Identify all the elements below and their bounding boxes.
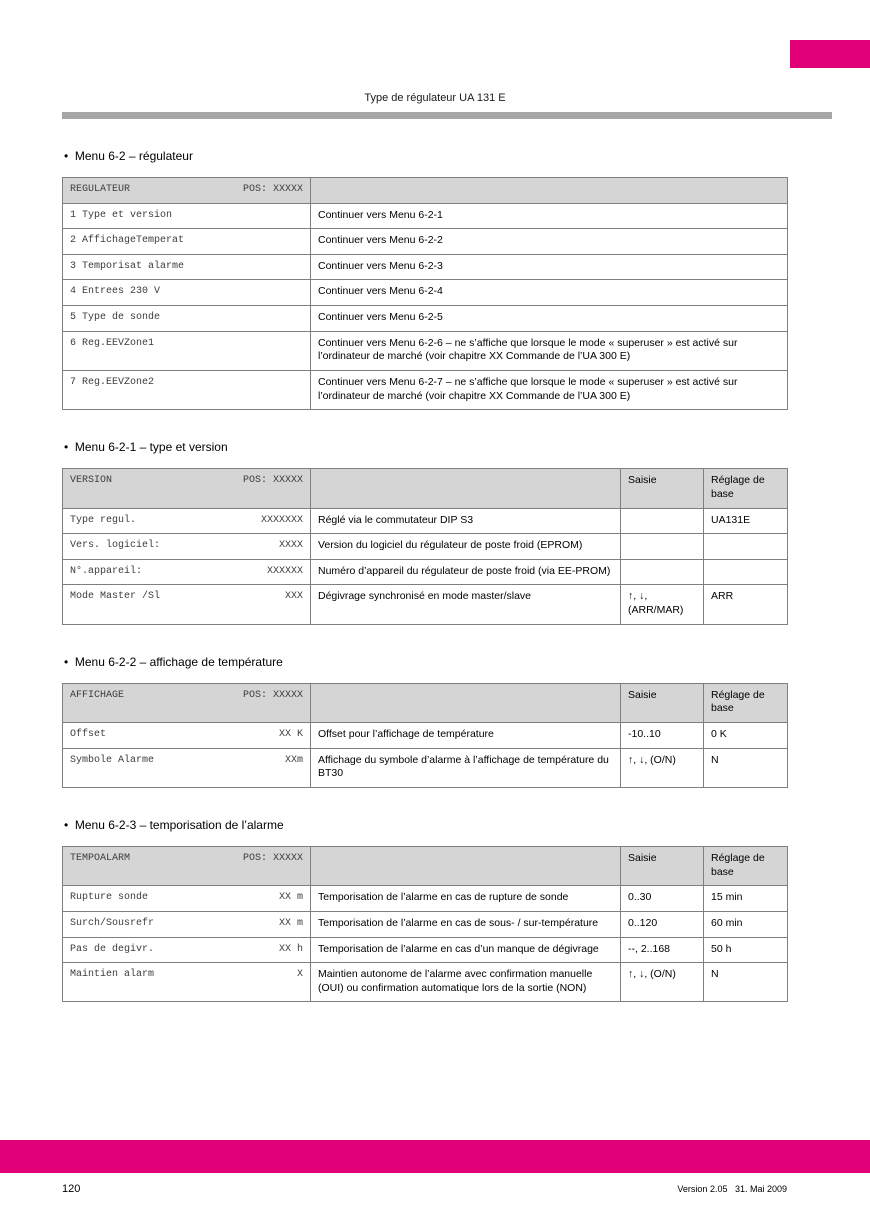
label-text: Pas de degivr. — [70, 943, 155, 955]
table-pos: POS: XXXXX — [242, 689, 303, 701]
table-header-spacer — [311, 469, 621, 508]
cell-label — [63, 911, 311, 937]
cell-desc: Continuer vers Menu 6-2-1 — [311, 203, 788, 229]
section-title-menu-6-2-2: • Menu 6-2-2 – affichage de température — [64, 655, 870, 669]
cell-reglage — [704, 559, 788, 585]
label-text: Symbole Alarme — [70, 754, 155, 766]
table-row — [63, 306, 788, 332]
value-text: XXXX — [278, 540, 303, 552]
cell-reglage: 0 K — [704, 723, 788, 749]
col-header-saisie: Saisie — [621, 683, 704, 722]
value-text: XXm — [284, 754, 303, 766]
table-row — [63, 254, 788, 280]
cell-saisie: 0..120 — [621, 911, 704, 937]
table-header-row — [63, 178, 788, 204]
page-footer — [62, 1183, 787, 1195]
table-title-cell — [63, 846, 311, 885]
header-title: Type de régulateur UA 131 E — [364, 92, 506, 104]
table-header-spacer — [311, 178, 788, 204]
table-title-cell — [63, 469, 311, 508]
cell-label: 5 Type de sonde — [63, 306, 311, 332]
cell-reglage: 15 min — [704, 886, 788, 912]
table-row — [63, 370, 788, 409]
cell-label — [63, 937, 311, 963]
label-text: Mode Master /Sl — [70, 591, 161, 603]
cell-label: 7 Reg.EEVZone2 — [63, 370, 311, 409]
cell-saisie — [621, 508, 704, 534]
cell-desc: Temporisation de l’alarme en cas d’un manque de dégivrage — [311, 937, 621, 963]
page-number: 120 — [62, 1183, 81, 1195]
cell-label: 6 Reg.EEVZone1 — [63, 331, 311, 370]
table-row — [63, 331, 788, 370]
cell-label: 1 Type et version — [63, 203, 311, 229]
cell-reglage: ARR — [704, 585, 788, 624]
value-text: XX m — [278, 892, 303, 904]
value-text: XXXXXXX — [260, 514, 303, 526]
cell-saisie: ↑, ↓, (ARR/MAR) — [621, 585, 704, 624]
cell-reglage — [704, 534, 788, 560]
cell-label — [63, 508, 311, 534]
table-name: AFFICHAGE — [70, 689, 125, 701]
table-regulateur — [62, 177, 788, 410]
value-text: XX K — [278, 729, 303, 741]
cell-desc: Continuer vers Menu 6-2-5 — [311, 306, 788, 332]
cell-saisie: --, 2..168 — [621, 937, 704, 963]
table-pos: POS: XXXXX — [242, 184, 303, 195]
table-row — [63, 559, 788, 585]
table-row — [63, 723, 788, 749]
table-name: TEMPOALARM — [70, 852, 131, 864]
cell-reglage: 50 h — [704, 937, 788, 963]
cell-desc: Offset pour l’affichage de température — [311, 723, 621, 749]
cell-reglage: N — [704, 748, 788, 787]
table-header-row — [63, 469, 788, 508]
cell-saisie: -10..10 — [621, 723, 704, 749]
cell-desc: Affichage du symbole d’alarme à l’affichage de température du BT30 — [311, 748, 621, 787]
table-row — [63, 963, 788, 1002]
cell-desc: Continuer vers Menu 6-2-7 – ne s’affiche que lorsque le mode « superuser » est activé sur l’ordinateur de marché (voir chapitre XX Commande de l’UA 300 E) — [311, 370, 788, 409]
label-text: Surch/Sousrefr — [70, 917, 155, 929]
label-text: Maintien alarm — [70, 969, 155, 981]
section-title-menu-6-2-3: • Menu 6-2-3 – temporisation de l’alarme — [64, 818, 870, 832]
col-header-reglage: Réglage de base — [704, 846, 788, 885]
table-row — [63, 508, 788, 534]
col-header-reglage: Réglage de base — [704, 683, 788, 722]
table-row — [63, 585, 788, 624]
table-name: REGULATEUR — [70, 184, 131, 195]
col-header-saisie: Saisie — [621, 846, 704, 885]
cell-desc: Continuer vers Menu 6-2-4 — [311, 280, 788, 306]
cell-desc: Temporisation de l’alarme en cas de rupture de sonde — [311, 886, 621, 912]
table-affichage — [62, 683, 788, 788]
table-row — [63, 937, 788, 963]
label-text: Vers. logiciel: — [70, 540, 161, 552]
cell-saisie — [621, 559, 704, 585]
cell-label — [63, 585, 311, 624]
col-header-reglage: Réglage de base — [704, 469, 788, 508]
cell-desc: Dégivrage synchronisé en mode master/slave — [311, 585, 621, 624]
cell-desc: Maintien autonome de l’alarme avec confirmation manuelle (OUI) ou confirmation automatique lors de la sortie (NON) — [311, 963, 621, 1002]
label-text: Offset — [70, 729, 107, 741]
cell-desc: Continuer vers Menu 6-2-2 — [311, 229, 788, 255]
value-text: X — [296, 969, 303, 981]
cell-label — [63, 748, 311, 787]
value-text: XXXXXX — [266, 565, 303, 577]
table-row — [63, 886, 788, 912]
cell-label — [63, 559, 311, 585]
cell-label — [63, 534, 311, 560]
cell-saisie: 0..30 — [621, 886, 704, 912]
cell-desc: Continuer vers Menu 6-2-6 – ne s’affiche que lorsque le mode « superuser » est activé sur l’ordinateur de marché (voir chapitre XX Commande de l’UA 300 E) — [311, 331, 788, 370]
table-title-cell — [63, 683, 311, 722]
label-text: Type regul. — [70, 514, 137, 526]
table-header-row — [63, 846, 788, 885]
table-pos: POS: XXXXX — [242, 852, 303, 864]
footer-accent-bar — [0, 1140, 870, 1173]
cell-desc: Version du logiciel du régulateur de poste froid (EPROM) — [311, 534, 621, 560]
cell-label — [63, 886, 311, 912]
value-text: XX m — [278, 917, 303, 929]
cell-saisie: ↑, ↓, (O/N) — [621, 963, 704, 1002]
table-row — [63, 534, 788, 560]
table-tempoalarm — [62, 846, 788, 1002]
table-row — [63, 203, 788, 229]
value-text: XXX — [284, 591, 303, 603]
cell-saisie — [621, 534, 704, 560]
cell-saisie: ↑, ↓, (O/N) — [621, 748, 704, 787]
value-text: XX h — [278, 943, 303, 955]
table-header-row — [63, 683, 788, 722]
table-row — [63, 280, 788, 306]
header-rule — [62, 112, 832, 119]
label-text: N°.appareil: — [70, 565, 143, 577]
table-row — [63, 911, 788, 937]
section-title-menu-6-2-1: • Menu 6-2-1 – type et version — [64, 440, 870, 454]
table-row — [63, 229, 788, 255]
cell-desc: Réglé via le commutateur DIP S3 — [311, 508, 621, 534]
table-row — [63, 748, 788, 787]
cell-label: 3 Temporisat alarme — [63, 254, 311, 280]
col-header-saisie: Saisie — [621, 469, 704, 508]
table-title-cell — [63, 178, 311, 204]
table-header-spacer — [311, 683, 621, 722]
table-header-spacer — [311, 846, 621, 885]
cell-label: 4 Entrees 230 V — [63, 280, 311, 306]
cell-label — [63, 963, 311, 1002]
cell-reglage: 60 min — [704, 911, 788, 937]
cell-reglage: UA131E — [704, 508, 788, 534]
cell-label: 2 AffichageTemperat — [63, 229, 311, 255]
footer-version: Version 2.05 31. Mai 2009 — [677, 1184, 787, 1194]
label-text: Rupture sonde — [70, 892, 149, 904]
table-version — [62, 468, 788, 624]
cell-reglage: N — [704, 963, 788, 1002]
cell-desc: Numéro d’appareil du régulateur de poste froid (via EE-PROM) — [311, 559, 621, 585]
cell-label — [63, 723, 311, 749]
cell-desc: Continuer vers Menu 6-2-3 — [311, 254, 788, 280]
table-pos: POS: XXXXX — [242, 475, 303, 487]
corner-accent-block — [790, 40, 870, 68]
section-title-menu-6-2: • Menu 6-2 – régulateur — [64, 149, 870, 163]
table-name: VERSION — [70, 475, 113, 487]
cell-desc: Temporisation de l’alarme en cas de sous- / sur-température — [311, 911, 621, 937]
